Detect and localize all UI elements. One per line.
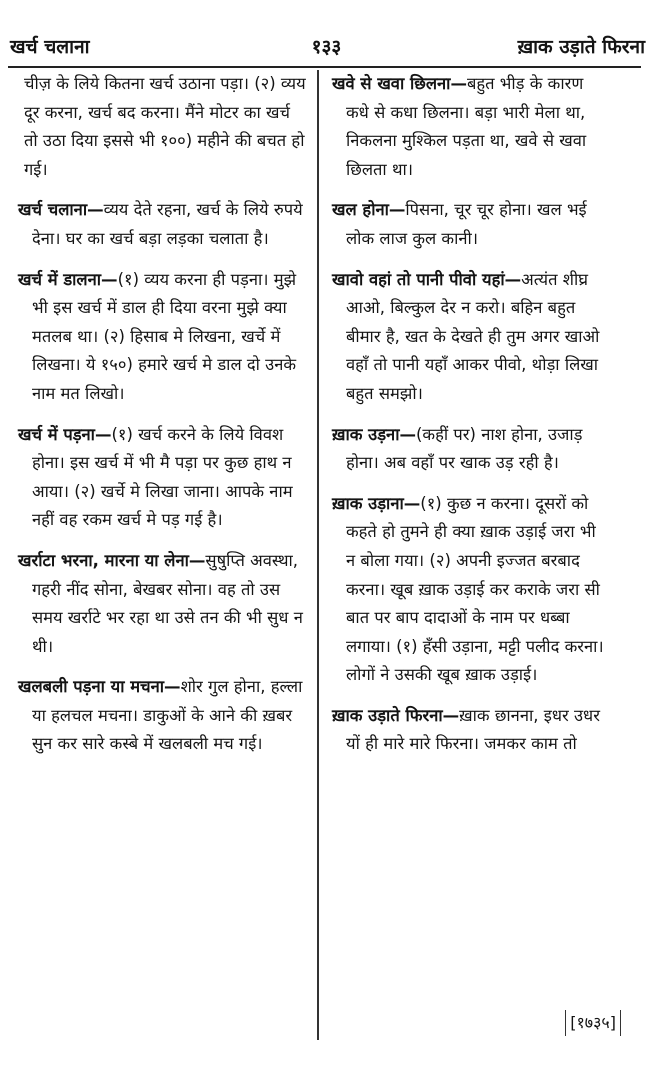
column-divider — [317, 70, 319, 1040]
dictionary-entry — [10, 70, 308, 184]
entry-headword: ख़ाक उड़ना— — [332, 424, 416, 444]
entry-definition: पिसना, चूर चूर होना। खल भई लोक लाज कुल कानी। — [346, 200, 587, 248]
entry-definition: (कहीं पर) नाश होना, उजाड़ होना। अब वहाँ पर खाक उड़ रही है। — [346, 424, 583, 473]
entry-headword: खल होना— — [332, 200, 406, 220]
dictionary-entry — [10, 421, 308, 535]
entry-definition: ख़ाक छानना, इधर उधर यों ही मारे मारे फिरना। जमकर काम तो — [346, 705, 600, 754]
dictionary-entry — [324, 702, 610, 759]
right-column — [324, 70, 610, 771]
entry-headword: खलबली पड़ना या मचना— — [18, 677, 181, 697]
dictionary-entry — [324, 266, 610, 409]
dictionary-entry — [324, 421, 610, 478]
entry-definition: (१) व्यय करना ही पड़ना। मुझे भी इस खर्च में डाल ही दिया वरना मुझे क्या मतलब था। (२) हिसाब मे लिखना, खर्चे में लिखना। ये १५०) हमारे खर्च मे डाल दो उनके नाम मत लिखो। — [32, 269, 297, 403]
dictionary-entry — [10, 547, 308, 661]
entry-headword: खर्च में डालना— — [18, 269, 118, 289]
dictionary-entry — [10, 266, 308, 409]
header-left-guide-word: खर्च चलाना — [10, 36, 90, 58]
dictionary-entry — [10, 673, 308, 759]
entry-definition: सुषुप्ति अवस्था, गहरी नींद सोना, बेखबर सोना। वह तो उस समय खर्राटे भर रहा था उसे तन की भी सुध न थी। — [32, 550, 303, 656]
entry-headword: खावो वहां तो पानी पीवो यहां— — [332, 269, 522, 289]
entry-headword: खर्राटा भरना, मारना या लेना— — [18, 550, 206, 570]
entry-definition: चीज़ के लिये कितना खर्च उठाना पड़ा। (२) व्यय दूर करना, खर्च बद करना। मैंने मोटर का खर्च तो उठा दिया इससे भी १००) महीने की बचत हो गई। — [24, 74, 306, 179]
serial-number: [१७३५] — [565, 1010, 621, 1036]
dictionary-entry — [10, 196, 308, 253]
entry-headword: ख़ाक उड़ाते फिरना— — [332, 705, 460, 725]
entry-headword: खर्च चलाना— — [18, 200, 104, 220]
header-right-guide-word: ख़ाक उड़ाते फिरना — [517, 36, 645, 58]
dictionary-entry — [324, 490, 610, 690]
entry-headword: खवे से खवा छिलना— — [332, 74, 467, 93]
entry-definition: बहुत भीड़ के कारण कधे से कधा छिलना। बड़ा भारी मेला था, निकलना मुश्किल पड़ता था, खवे से खवा छिलता था। — [346, 74, 587, 179]
entry-definition: व्यय देते रहना, खर्च के लिये रुपये देना। घर का खर्च बड़ा लड़का चलाता है। — [32, 200, 303, 248]
left-column — [10, 70, 308, 771]
entry-definition: (१) खर्च करने के लिये विवश होना। इस खर्च में भी मै पड़ा पर कुछ हाथ न आया। (२) खर्चे मे लिखा जाना। आपके नाम नहीं वह रकम खर्च मे पड़ गई है। — [32, 424, 293, 530]
page-header — [6, 30, 647, 64]
entry-headword: खर्च में पड़ना— — [18, 424, 112, 444]
entry-definition: (१) कुछ न करना। दूसरों को कहते हो तुमने ही क्या ख़ाक उड़ाई जरा भी न बोला गया। (२) अपनी इज्जत बरबाद करना। खूब ख़ाक उड़ाई कर कराके जरा सी बात पर बाप दादाओं के नाम पर धब्बा लगाया। (१) हँसी उड़ाना, मट्टी पलीद करना। लोगों ने उसकी खूब ख़ाक उड़ाई। — [346, 493, 604, 685]
entry-definition: अत्यंत शीघ्र आओ, बिल्कुल देर न करो। बहिन बहुत बीमार है, खत के देखते ही तुम अगर खाओ वहाँ तो पानी यहाँ आकर पीवो, थोड़ा लिखा बहुत समझो। — [346, 269, 600, 403]
dictionary-entry — [324, 196, 610, 253]
header-rule — [8, 66, 641, 68]
dictionary-entry — [324, 70, 610, 184]
entry-definition: शोर गुल होना, हल्ला या हलचल मचना। डाकुओं के आने की ख़बर सुन कर सारे कस्बे में खलबली मच गई। — [32, 677, 303, 754]
page-number: १३३ — [311, 36, 342, 58]
entry-headword: ख़ाक उड़ाना— — [332, 493, 421, 513]
